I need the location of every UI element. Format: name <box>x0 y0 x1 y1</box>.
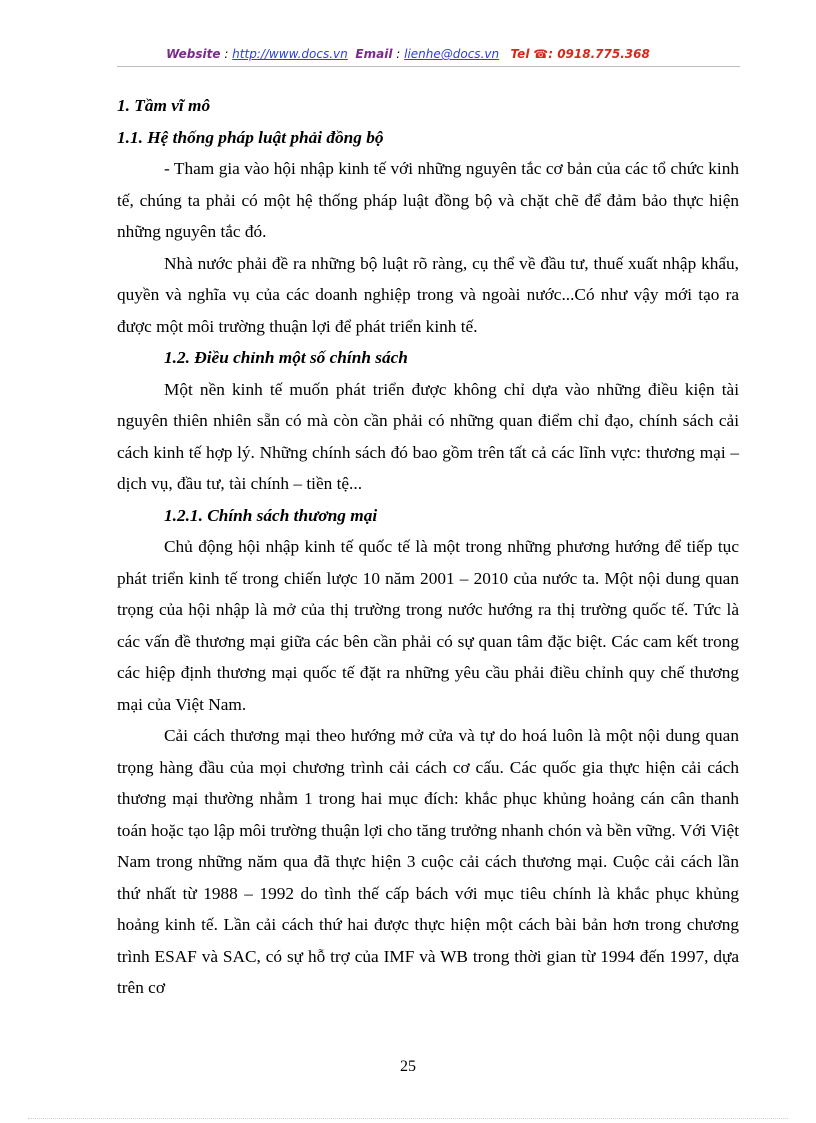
header-divider <box>117 66 740 67</box>
page-bottom-divider <box>28 1118 788 1119</box>
website-label: Website <box>166 47 221 61</box>
heading-1: 1. Tầm vĩ mô <box>117 96 211 115</box>
website-link[interactable]: http://www.docs.vn <box>232 47 348 61</box>
website-separator: : <box>220 47 233 61</box>
email-link[interactable]: lienhe@docs.vn <box>404 47 500 61</box>
paragraph: - Tham gia vào hội nhập kinh tế với những nguyên tắc cơ bản của các tổ chức kinh tế, chúng ta phải có một hệ thống pháp luật đồng bộ và chặt chẽ để đảm bảo thực hiện những nguyên tắc đó. <box>117 159 739 241</box>
heading-1-2: 1.2. Điều chỉnh một số chính sách <box>164 348 408 367</box>
phone-icon: ☎ <box>533 47 549 61</box>
paragraph: Một nền kinh tế muốn phát triển được không chỉ dựa vào những điều kiện tài nguyên thiên nhiên sẵn có mà còn cần phải có những quan điểm chỉ đạo, chính sách cải cách kinh tế hợp lý. Những chính sách đó bao gồm trên tất cả các lĩnh vực: thương mại – dịch vụ, đầu tư, tài chính – tiền tệ... <box>117 379 739 493</box>
heading-1-1: 1.1. Hệ thống pháp luật phải đồng bộ <box>117 127 384 147</box>
email-label: Email <box>355 47 393 61</box>
document-body <box>117 90 739 1004</box>
email-separator: : <box>392 47 405 61</box>
page-number: 25 <box>400 1058 416 1075</box>
tel-value: : 0918.775.368 <box>548 47 650 61</box>
paragraph: Nhà nước phải đề ra những bộ luật rõ ràng, cụ thể về đầu tư, thuế xuất nhập khẩu, quyền và nghĩa vụ của các doanh nghiệp trong và ngoài nước...Có như vậy mới tạo ra được một môi trường thuận lợi để phát triển kinh tế. <box>117 253 739 336</box>
heading-1-2-1: 1.2.1. Chính sách thương mại <box>164 505 378 525</box>
page-header <box>0 47 816 61</box>
paragraph: Cải cách thương mại theo hướng mở cửa và tự do hoá luôn là một nội dung quan trọng hàng đầu của mọi chương trình cải cách cơ cấu. Các quốc gia thực hiện cải cách thương mại thường nhằm 1 trong hai mục đích: khắc phục khủng hoảng cán cân thanh toán hoặc tạo lập môi trường thuận lợi cho tăng trưởng nhanh chón và bền vững. Với Việt Nam trong những năm qua đã thực hiện 3 cuộc cải cách thương mại. Cuộc cải cách lần thứ nhất từ 1988 – 1992 do tình thế cấp bách với mục tiêu chính là khắc phục khủng hoảng kinh tế. Lần cải cách thứ hai được thực hiện một cách bài bản hơn trong chương trình ESAF và SAC, có sự hỗ trợ của IMF và WB trong thời gian từ 1994 đến 1997, dựa trên cơ <box>117 726 739 997</box>
paragraph: Chủ động hội nhập kinh tế quốc tế là một trong những phương hướng để tiếp tục phát triển kinh tế trong chiến lược 10 năm 2001 – 2010 của nước ta. Một nội dung quan trọng của hội nhập là mở của thị trường trong nước hướng ra thị trường quốc tế. Tức là các vấn đề thương mại giữa các bên cần phải có sự quan tâm đặc biệt. Các cam kết trong các hiệp định thương mại quốc tế đặt ra những yêu cầu phải điều chỉnh quy chế thương mại của Việt Nam. <box>117 537 739 714</box>
tel-label: Tel <box>510 47 530 61</box>
